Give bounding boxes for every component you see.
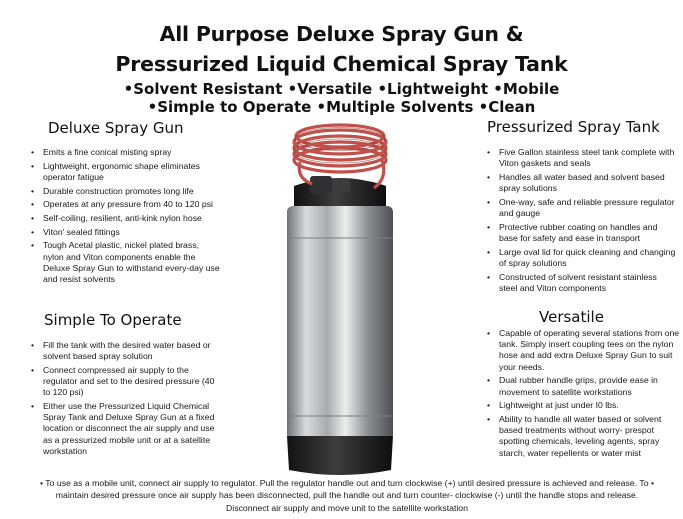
list-item: • Fill the tank with the desired water based or solvent based spray solution xyxy=(30,340,222,362)
list-item: • Emits a fine conical misting spray xyxy=(30,147,220,158)
list-item: • Constructed of solvent resistant stainless steel and Viton components xyxy=(486,272,676,294)
list-item: • Ability to handle all water based or solvent based treatments without worry- prespot spotting chemicals, leveling agents, spray starch, water repellents or water mist xyxy=(486,414,681,459)
feature-tagline-2: •Simple to Operate •Multiple Solvents •Clean xyxy=(147,98,536,116)
instructions-line-1: • To use as a mobile unit, connect air supply to regulator. Pull the regulator handle out and turn clockwise (+) until desired pressure is achieved and release. To • xyxy=(40,478,654,488)
list-item: • Lightweight at just under I0 lbs. xyxy=(486,400,681,411)
feature-tagline-1: •Solvent Resistant •Versatile •Lightweight •Mobile xyxy=(123,80,560,98)
list-item: • Lightweight, ergonomic shape eliminates operator fatigue xyxy=(30,161,220,183)
tank-body xyxy=(287,206,393,440)
list-item: • Capable of operating several stations from one tank. Simply insert coupling tees on the nylon hose and add extra Deluxe Spray Gun to suit your needs. xyxy=(486,328,681,373)
rubber-base xyxy=(287,436,393,475)
list-item: • Protective rubber coating on handles and base for safety and ease in transport xyxy=(486,222,676,244)
list-item: • Large oval lid for quick cleaning and changing of spray solutions xyxy=(486,247,676,269)
list-item: • Five Gallon stainless steel tank complete with Viton gaskets and seals xyxy=(486,147,676,169)
list-item: • Tough Acetal plastic, nickel plated brass, nylon and Viton components enable the Deluxe Spray Gun to withstand every-day use and resist solvents xyxy=(30,240,220,285)
versatile-heading: Versatile xyxy=(539,308,604,326)
list-item: • Either use the Pressurized Liquid Chemical Spray Tank and Deluxe Spray Gun at a fixed location or disconnect the air supply and use as a pressurized mobile unit or at a satellite workstation xyxy=(30,401,222,457)
spray-tank-image xyxy=(270,118,410,480)
spray-tank-heading: Pressurized Spray Tank xyxy=(487,118,660,136)
simple-to-operate-heading: Simple To Operate xyxy=(44,311,182,329)
versatile-feature-list xyxy=(486,328,681,461)
list-item: • One-way, safe and reliable pressure regulator and gauge xyxy=(486,197,676,219)
list-item: • Self-coiling, resilient, anti-kink nylon hose xyxy=(30,213,220,224)
list-item: • Operates at any pressure from 40 to 120 psi xyxy=(30,199,220,210)
instructions-line-3: Disconnect air supply and move unit to the satellite workstation xyxy=(226,502,468,513)
page-title-line-2: Pressurized Liquid Chemical Spray Tank xyxy=(115,52,568,76)
spray-tank-feature-list xyxy=(486,147,676,296)
spray-gun-heading: Deluxe Spray Gun xyxy=(48,119,184,137)
list-item: • Connect compressed air supply to the regulator and set to the desired pressure (40 to 120 psi) xyxy=(30,365,222,399)
list-item: • Dual rubber handle grips, provide ease in movement to satellite workstations xyxy=(486,375,681,397)
simple-to-operate-list xyxy=(30,340,222,460)
list-item: • Handles all water based and solvent based spray solutions xyxy=(486,172,676,194)
list-item: • Durable construction promotes long life xyxy=(30,186,220,197)
instructions-line-2: maintain desired pressure once air supply has been disconnected, pull the handle out and turn counter- clockwise (-) until the handle stops and release. xyxy=(55,490,639,501)
spray-gun-feature-list xyxy=(30,147,220,288)
pressure-regulator xyxy=(310,176,332,194)
list-item: • Viton’ sealed fittings xyxy=(30,227,220,238)
page-title-line-1: All Purpose Deluxe Spray Gun & xyxy=(159,22,524,46)
usage-instructions xyxy=(22,477,672,514)
